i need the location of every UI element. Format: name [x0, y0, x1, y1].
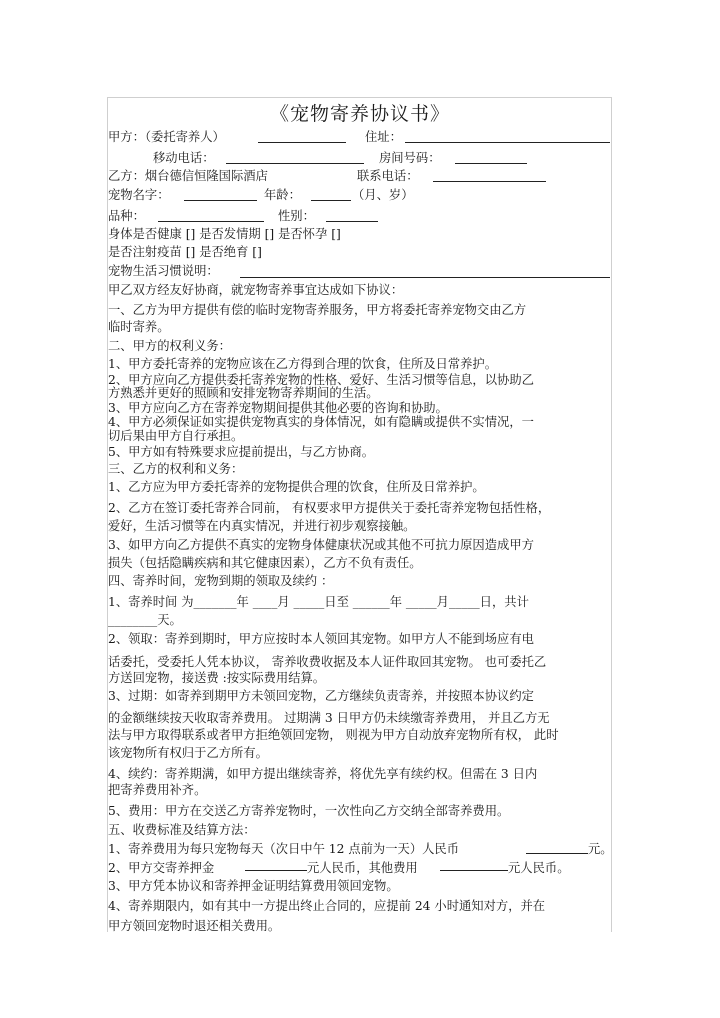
- party-a-label: 甲方：（委托寄养人）: [108, 130, 225, 144]
- contact-field[interactable]: [433, 181, 546, 182]
- pet-name-field[interactable]: [184, 200, 257, 201]
- habits-field[interactable]: [240, 277, 610, 278]
- section-5-item-4a: 4、寄养期限内，如有其中一方提出终止合同的，应提前 24 小时通知对方，并在: [108, 899, 546, 913]
- section-3-item-3b: 损失（包括隐瞒疾病和其它健康因素），乙方不负有责任。: [108, 556, 422, 570]
- section-4-item-4a: 4、续约：寄养期满，如甲方提出继续寄养，将优先享有续约权。但需在 3 日内: [108, 767, 538, 781]
- daily-fee-field[interactable]: [526, 853, 588, 854]
- section-4-item-1b: ________天。: [108, 613, 182, 627]
- section-2-item-2a: 2、甲方应向乙方提供委托寄养宠物的性格、爱好、生活习惯等信息，以协助乙: [108, 373, 534, 387]
- gender-label: 性别：: [278, 209, 315, 223]
- age-label: 年龄：: [264, 188, 301, 202]
- section-3-item-2b: 爱好，生活习惯等在内真实情况，并进行初步观察接触。: [108, 519, 416, 533]
- section-4-item-1a: 1、寄养时间 为_______年 ____月 _____日至 ______年 _____月_____日，共计: [108, 595, 529, 609]
- section-3-item-2a: 2、乙方在签订委托寄养合同前， 有权要求甲方提供关于委托寄养宠物包括性格，: [108, 501, 551, 515]
- breed-field[interactable]: [158, 221, 264, 222]
- room-label: 房间号码：: [379, 151, 441, 165]
- section-3-heading: 三、乙方的权利和义务：: [108, 462, 244, 476]
- section-4-heading: 四、寄养时间，宠物到期的领取及续约 ：: [108, 574, 334, 588]
- section-2-item-4b: 切后果由甲方自行承担。: [108, 429, 244, 443]
- section-3-item-3a: 3、如甲方向乙方提供不真实的宠物身体健康状况或其他不可抗力原因造成甲方: [108, 538, 534, 552]
- daily-fee-unit: 元。: [588, 842, 613, 856]
- section-5-item-2-label: 2、甲方交寄养押金: [108, 861, 215, 875]
- section-4-item-3c: 法与甲方取得联系或者甲方拒绝领回宠物， 则视为甲方自动放弃宠物所有权， 此时: [108, 728, 559, 742]
- health-checkboxes-2[interactable]: 是否注射疫苗 [] 是否绝育 []: [108, 245, 262, 259]
- intro-text: 甲乙双方经友好协商，就宠物寄养事宜达成如下协议：: [108, 283, 404, 297]
- section-4-item-2c: 方送回宠物，接送费 :按实际费用结算。: [108, 671, 326, 685]
- section-2-item-1: 1、甲方委托寄养的宠物应该在乙方得到合理的饮食，住所及日常养护。: [108, 357, 498, 371]
- party-a-field[interactable]: [258, 142, 346, 143]
- section-4-item-3d: 该宠物所有权归于乙方所有。: [108, 746, 268, 760]
- section-5-item-3: 3、甲方凭本协议和寄养押金证明结算费用领回宠物。: [108, 879, 399, 893]
- section-2-item-3: 3、甲方应向乙方在寄养宠物期间提供其他必要的咨询和协助。: [108, 401, 448, 415]
- section-4-item-3b: 的金额继续按天收取寄养费用。 过期满 3 日甲方仍未续缴寄养费用， 并且乙方无: [108, 711, 550, 725]
- clause-1-line-1: 一、乙方为甲方提供有偿的临时宠物寄养服务，甲方将委托寄养宠物交由乙方: [108, 303, 527, 317]
- section-5-item-1: 1、寄养费用为每只宠物每天（次日中午 12 点前为一天）人民币: [108, 842, 460, 856]
- document-title: 《宠物寄养协议书》: [269, 103, 450, 125]
- section-4-item-2a: 2、领取：寄养到期时，甲方应按时本人领回其宠物。如甲方人不能到场应有电: [108, 632, 534, 646]
- habits-label: 宠物生活习惯说明：: [108, 264, 219, 278]
- page-border-top: [107, 97, 611, 98]
- section-4-item-5: 5、费用：甲方在交送乙方寄养宠物时，一次性向乙方交纳全部寄养费用。: [108, 804, 510, 818]
- gender-field[interactable]: [326, 221, 378, 222]
- mobile-field[interactable]: [226, 163, 364, 164]
- mobile-label: 移动电话：: [153, 151, 215, 165]
- deposit-unit: 元人民币，其他费用: [307, 861, 418, 875]
- address-label: 住址：: [365, 130, 402, 144]
- page-border-right: [611, 97, 612, 932]
- section-2-item-5: 5、甲方如有特殊要求应提前提出，与乙方协商。: [108, 445, 375, 459]
- address-field[interactable]: [405, 142, 610, 143]
- section-4-item-3a: 3、过期：如寄养到期甲方未领回宠物，乙方继续负责寄养，并按照本协议约定: [108, 689, 534, 703]
- breed-label: 品种：: [108, 209, 145, 223]
- section-4-item-4b: 把寄养费用补齐。: [108, 783, 207, 797]
- section-2-item-2b: 方熟悉并更好的照顾和安排宠物寄养期间的生活。: [108, 386, 379, 400]
- section-5-heading: 五、收费标准及结算方法：: [108, 823, 256, 837]
- other-fee-field[interactable]: [440, 870, 508, 871]
- section-4-item-2b: 话委托，受委托人凭本协议， 寄养收费收据及本人证件取回其宠物。 也可委托乙: [108, 655, 547, 669]
- health-checkboxes-1[interactable]: 身体是否健康 [] 是否发情期 [] 是否怀孕 []: [108, 227, 341, 241]
- age-field[interactable]: [311, 200, 351, 201]
- clause-1-line-2: 临时寄养。: [108, 320, 170, 334]
- deposit-field[interactable]: [245, 870, 307, 871]
- party-b-label: 乙方：烟台德信恒隆国际酒店: [108, 169, 268, 183]
- age-unit: （月、岁）: [352, 188, 414, 202]
- section-2-item-4a: 4、甲方必须保证如实提供宠物真实的身体情况，如有隐瞒或提供不实情况，一: [108, 415, 534, 429]
- contact-label: 联系电话：: [357, 169, 419, 183]
- section-2-heading: 二、甲方的权利义务：: [108, 339, 231, 353]
- pet-name-label: 宠物名字：: [108, 188, 170, 202]
- section-3-item-1: 1、乙方应为甲方委托寄养的宠物提供合理的饮食，住所及日常养护。: [108, 480, 485, 494]
- room-field[interactable]: [455, 163, 527, 164]
- section-5-item-4b: 甲方领回宠物时退还相关费用。: [108, 919, 281, 933]
- other-fee-unit: 元人民币。: [508, 861, 570, 875]
